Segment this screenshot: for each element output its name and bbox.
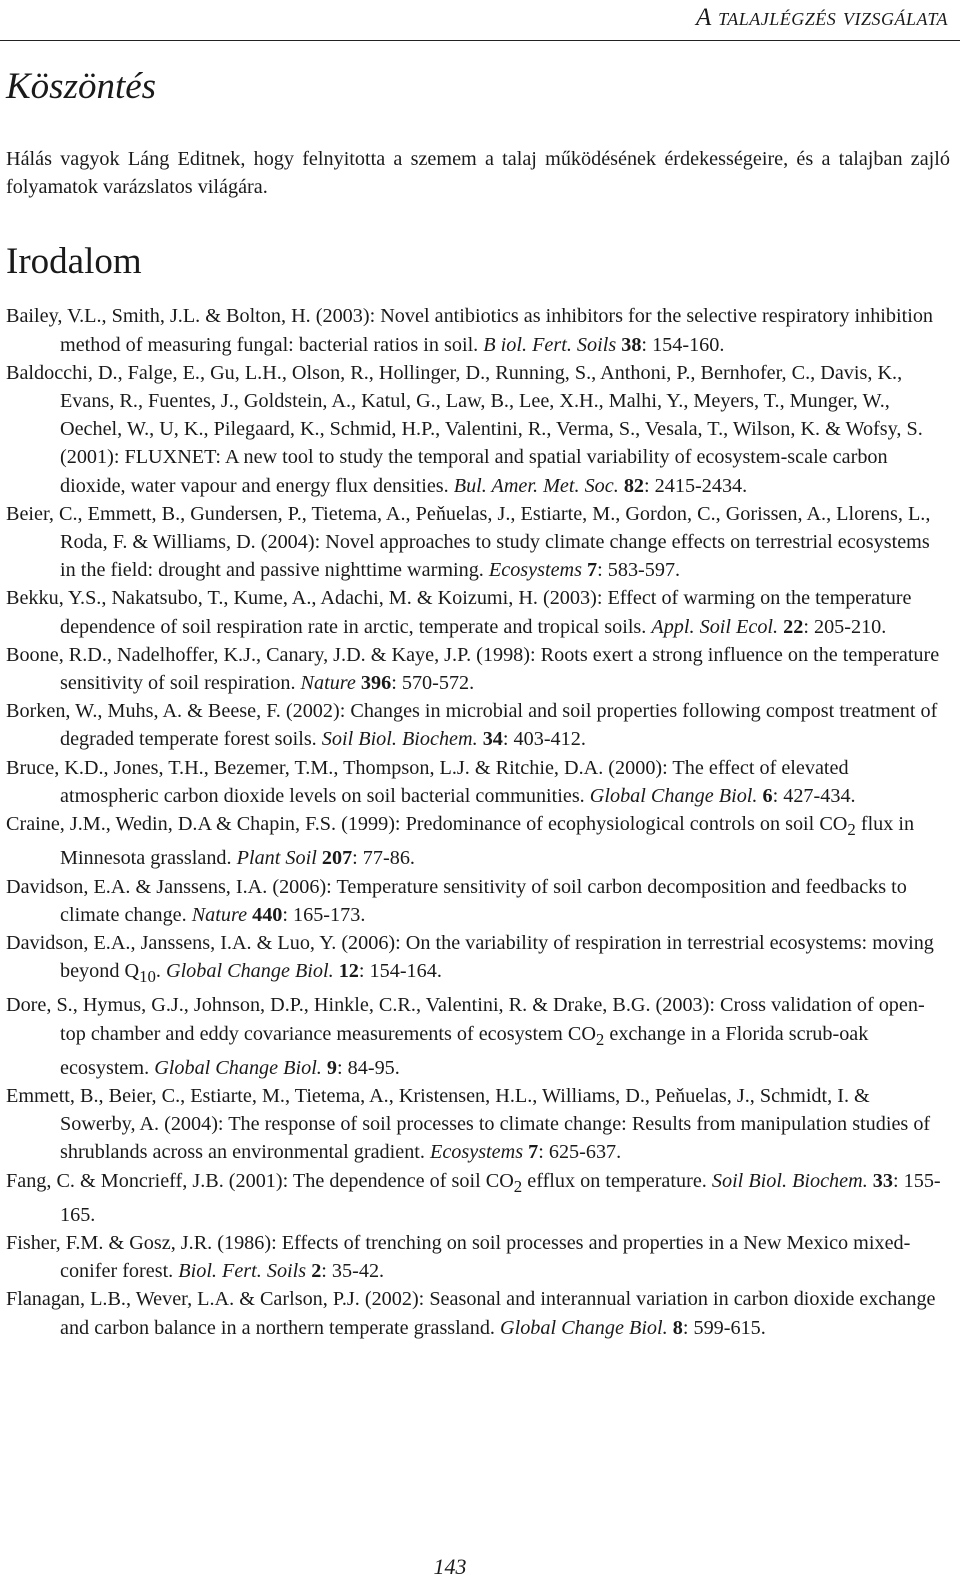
acknowledgement-text: Hálás vagyok Láng Editnek, hogy felnyitotta a szemem a talaj működésének érdekességeire, és a talajban zajló folyamatok varázslatos világára. [6, 148, 950, 199]
reference-journal: B iol. Fert. Soils [483, 333, 617, 356]
reference-item [6, 810, 950, 872]
reference-volume: 38 [621, 333, 642, 356]
reference-list [6, 302, 950, 1341]
reference-journal: Nature [191, 903, 248, 926]
reference-volume: 34 [482, 728, 503, 751]
reference-volume: 7 [587, 559, 598, 582]
reference-volume: 22 [783, 615, 804, 638]
reference-subscript: 10 [139, 967, 156, 987]
reference-volume: 8 [672, 1316, 683, 1339]
reference-text: Fang, C. & Moncrieff, J.B. (2001): The dependence of soil CO [6, 1169, 514, 1192]
reference-text-cont: flux in Minnesota grassland. [60, 813, 915, 870]
reference-pages: : 583-597. [597, 559, 681, 582]
references-title: Irodalom [6, 241, 142, 283]
reference-subscript: 2 [595, 1029, 605, 1049]
reference-item [6, 500, 950, 585]
reference-text: Flanagan, L.B., Wever, L.A. & Carlson, P.J. (2002): Seasonal and interannual variation in carbon dioxide exchange and carbon balance in a northern temperate grassland. [6, 1288, 936, 1339]
reference-text-cont: exchange in a Florida scrub-oak ecosystem. [60, 1022, 869, 1079]
reference-pages: : 205-210. [803, 615, 887, 638]
reference-text: Bailey, V.L., Smith, J.L. & Bolton, H. (2003): Novel antibiotics as inhibitors for the selective respiratory inhibition method of measuring fungal: bacterial ratios in soil. [6, 305, 934, 356]
reference-volume: 2 [311, 1260, 322, 1283]
reference-journal: Global Change Biol. [154, 1056, 322, 1079]
acknowledgement-title: Köszöntés [6, 66, 157, 107]
reference-text-cont: efflux on temperature. [522, 1169, 712, 1192]
reference-text: Dore, S., Hymus, G.J., Johnson, D.P., Hinkle, C.R., Valentini, R. & Drake, B.G. (2003): Cross validation of open-top chamber and eddy covariance measurements of ecosystem CO [6, 994, 925, 1045]
reference-subscript: 2 [513, 1176, 523, 1196]
reference-journal: Soil Biol. Biochem. [321, 728, 478, 751]
reference-pages: : 427-434. [772, 784, 856, 807]
reference-volume: 12 [338, 960, 359, 983]
reference-pages: : 84-95. [337, 1056, 400, 1079]
reference-text: Beier, C., Emmett, B., Gundersen, P., Tietema, A., Peňuelas, J., Estiarte, M., Gordon, C., Gorissen, A., Llorens, L., Roda, F. & Williams, D. (2004): Novel approaches to study climate change effects on terrestrial ecosystems in the field: drought and passive nighttime warming. [6, 502, 931, 582]
page-content [6, 68, 950, 1342]
reference-pages: : 154-164. [358, 960, 442, 983]
reference-item [6, 697, 950, 753]
reference-journal: Soil Biol. Biochem. [711, 1169, 868, 1192]
reference-journal: Ecosystems [488, 559, 582, 582]
reference-item [6, 873, 950, 929]
reference-item [6, 1285, 950, 1341]
reference-volume: 6 [762, 784, 773, 807]
reference-pages: : 599-615. [682, 1316, 766, 1339]
reference-volume: 9 [326, 1056, 337, 1079]
reference-item [6, 929, 950, 991]
reference-journal: Plant Soil [236, 847, 317, 870]
running-head: A talajlégzés vizsgálata [696, 4, 948, 31]
reference-item [6, 991, 950, 1082]
reference-journal: Global Change Biol. [165, 960, 334, 983]
reference-pages: : 2415-2434. [644, 474, 748, 497]
reference-text: Davidson, E.A., Janssens, I.A. & Luo, Y. (2006): On the variability of respiration in terrestrial ecosystems: moving beyond Q [6, 931, 934, 983]
reference-item [6, 754, 950, 810]
reference-item [6, 1167, 950, 1229]
reference-volume: 440 [252, 903, 283, 926]
reference-volume: 207 [321, 847, 353, 870]
reference-text: Emmett, B., Beier, C., Estiarte, M., Tietema, A., Kristensen, H.L., Williams, D., Peňuelas, J., Schmidt, I. & Sowerby, A. (2004): The response of soil processes to climate change: Results from manipulation studies of shrublands across an environmental gradient. [6, 1084, 931, 1164]
reference-journal: Biol. Fert. Soils [178, 1260, 307, 1283]
reference-text: Boone, R.D., Nadelhoffer, K.J., Canary, J.D. & Kaye, J.P. (1998): Roots exert a strong influence on the temperature sensitivity of soil respiration. [6, 643, 940, 695]
reference-volume: 33 [872, 1169, 893, 1192]
reference-volume: 82 [623, 474, 645, 497]
reference-subscript: 2 [847, 820, 856, 840]
page-number: 143 [433, 1554, 467, 1579]
reference-pages: : 77-86. [352, 847, 415, 870]
reference-item [6, 1229, 950, 1285]
reference-item [6, 1082, 950, 1167]
reference-item [6, 584, 950, 640]
reference-pages: : 570-572. [391, 672, 475, 695]
reference-volume: 7 [528, 1141, 539, 1164]
reference-pages: : 154-160. [641, 333, 725, 356]
reference-pages: : 35-42. [321, 1260, 385, 1283]
reference-journal: Bul. Amer. Met. Soc. [453, 474, 619, 497]
header-rule [0, 40, 960, 41]
reference-pages: : 625-637. [538, 1141, 622, 1164]
reference-item [6, 359, 950, 500]
reference-text: Bruce, K.D., Jones, T.H., Bezemer, T.M., Thompson, L.J. & Ritchie, D.A. (2000): The effect of elevated atmospheric carbon dioxide levels on soil bacterial communities. [6, 756, 849, 807]
reference-journal: Global Change Biol. [500, 1316, 668, 1339]
reference-text-cont: . [155, 960, 166, 983]
reference-text: Borken, W., Muhs, A. & Beese, F. (2002): Changes in microbial and soil properties following compost treatment of degraded temperate forest soils. [6, 700, 938, 751]
reference-journal: Global Change Biol. [589, 784, 758, 807]
reference-pages: : 403-412. [502, 728, 586, 751]
reference-pages: : 165-173. [282, 903, 366, 926]
reference-item [6, 302, 950, 358]
reference-journal: Nature [300, 672, 356, 695]
reference-text: Fisher, F.M. & Gosz, J.R. (1986): Effects of trenching on soil processes and properties in a New Mexico mixed-conifer forest. [6, 1232, 911, 1283]
reference-text: Bekku, Y.S., Nakatsubo, T., Kume, A., Adachi, M. & Koizumi, H. (2003): Effect of warming on the temperature dependence of soil respiration rate in arctic, temperate and tropical soils. [6, 587, 912, 638]
reference-pages: : 155-165. [60, 1169, 941, 1226]
reference-text: Craine, J.M., Wedin, D.A & Chapin, F.S. (1999): Predominance of ecophysiological controls on soil CO [6, 813, 848, 836]
reference-text: Baldocchi, D., Falge, E., Gu, L.H., Olson, R., Hollinger, D., Running, S., Anthoni, P., Bernhofer, C., Davis, K., Evans, R., Fuentes, J., Goldstein, A., Katul, G., Law, B., Lee, X.H., Malhi, Y., Meyers, T., Munger, W., Oechel, W., U, K., Pilegaard, K., Schmid, H.P., Valentini, R., Verma, S., Vesala, T., Wilson, K. & Wofsy, S. (2001): FLUXNET: A new tool to study the temporal and spatial variability of ecosystem-scale carbon dioxide, water vapour and energy flux densities. [6, 361, 923, 497]
reference-journal: Appl. Soil Ecol. [651, 615, 779, 638]
reference-journal: Ecosystems [430, 1141, 524, 1164]
reference-item [6, 641, 950, 697]
reference-text: Davidson, E.A. & Janssens, I.A. (2006): Temperature sensitivity of soil carbon decomposition and feedbacks to climate change. [6, 875, 907, 926]
reference-volume: 396 [360, 672, 392, 695]
